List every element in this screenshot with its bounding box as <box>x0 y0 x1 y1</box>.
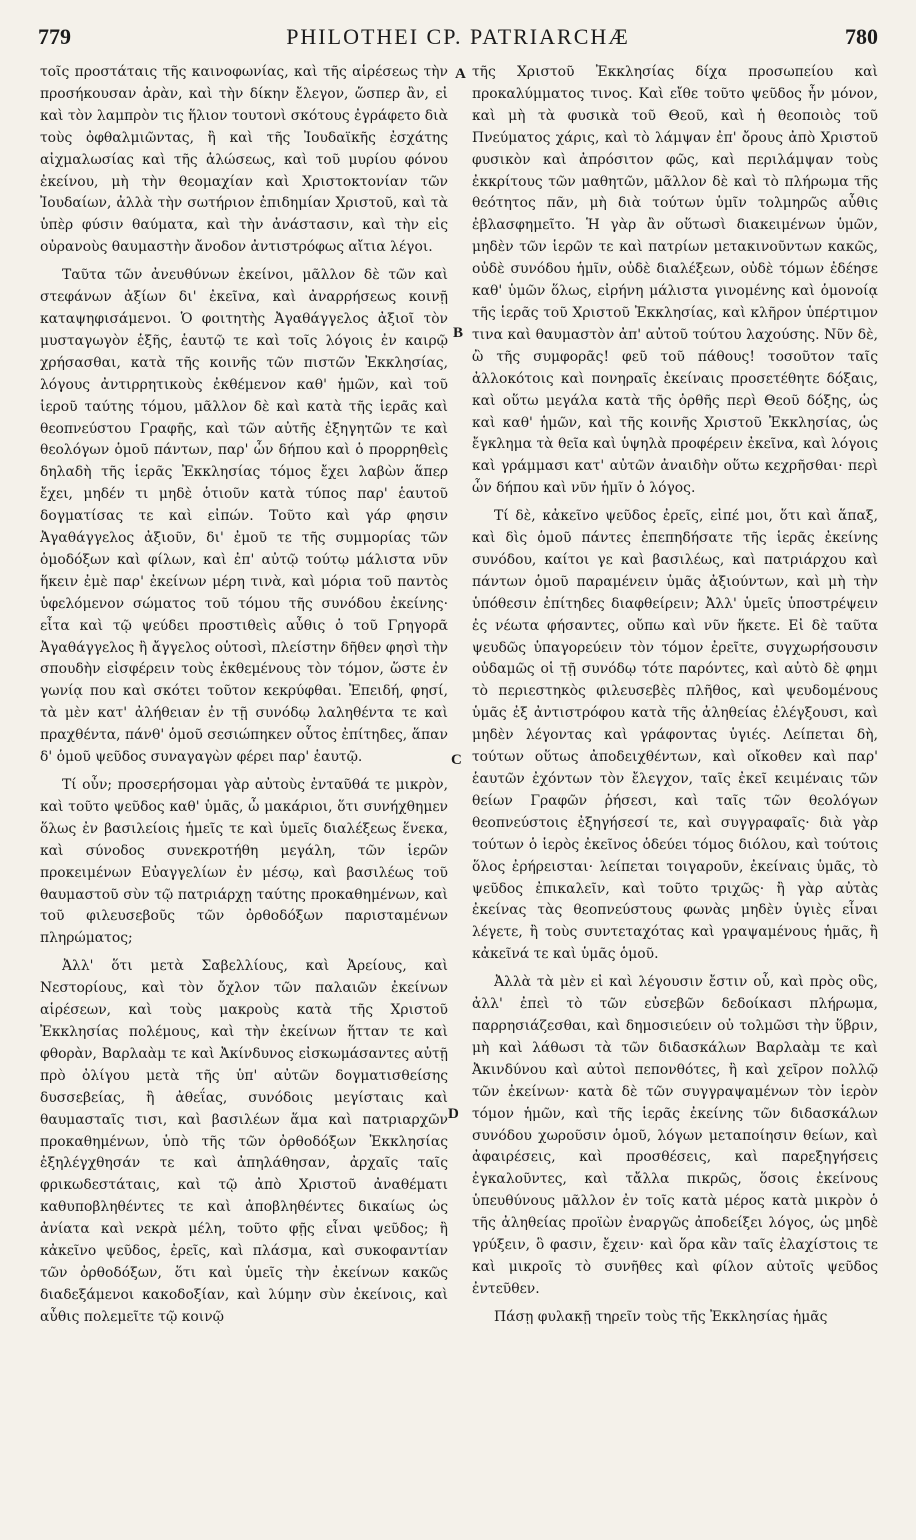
margin-letter-a: A <box>455 66 466 82</box>
margin-letter-d: D <box>448 1106 459 1122</box>
paragraph: Τί οὖν; προσερήσομαι γὰρ αὐτοὺς ἐνταῦθά τε μικρὸν, καὶ τοῦτο ψεῦδος καθ' ὑμᾶς, ὦ μακάριοι, ὅτι συνήχθημεν ὅλως ἐν βασιλείοις ἡμεῖς τε καὶ ὑμεῖς διαλέξεως ἕνεκα, καὶ σύνοδος συνεκροτήθη μεγάλη, τῶν ἱερῶν προκειμένων Εὐαγγελίων ἐν μέσῳ, καὶ βασιλέως τοῦ θαυμαστοῦ σὺν τῷ πατριάρχῃ ταύτης προκαθημένων, καὶ τοῦ φιλευσεβοῦς τῶν ὀρθοδόξων παρισταμένων πληρώματος; <box>40 777 448 947</box>
page-number-left: 779 <box>38 24 71 49</box>
margin-letter-c: C <box>451 752 462 768</box>
paragraph: Ταῦτα τῶν ἀνευθύνων ἐκείνοι, μᾶλλον δὲ τῶν καὶ στεφάνων ἀξίων δι' ἐκεῖνα, καὶ ἀναρρήσεως κοινῇ καταψηφισάμενοι. Ὁ φοιτητὴς Ἀγαθάγγελος ἀξιοῖ τὸν μυσταγωγὸν ἑξῆς, ἑαυτῷ τε καὶ τοῖς λόγοις ἐν καιρῷ χρήσασθαι, κατὰ τῆς κοινῆς τῶν πιστῶν Ἐκκλησίας, λόγους ἀντιρρητικοὺς ἐκθέμενον καθ' ἡμῶν, καὶ τοῦ ἱεροῦ ταύτης τόμου, μᾶλλον δὲ καὶ κατὰ τῆς ἱερᾶς καὶ θεοπνεύστου Γραφῆς, καὶ τῶν αὐτῆς ἐξηγητῶν τε καὶ θεολόγων ὁμοῦ πάντων, παρ' ὧν δήπου καὶ ὁ προρρηθεὶς δηλαδὴ τῆς ἱερᾶς Ἐκκλησίας τόμος ἔχει λαβὼν ἅπερ ἔχει, μηδέν τι μηδὲ ὁτιοῦν κατὰ τύπος παρ' ἑαυτοῦ δογματίσας τε καὶ εἰπών. Τοῦτο καὶ γάρ φησιν Ἀγαθάγγελος ἀξιοῦν, δι' ἐμοῦ τε τῆς συμμορίας τῶν ὁμοδόξων καὶ φίλων, καὶ ἐπ' αὐτῷ τούτῳ μάλιστα νῦν ἥκειν ἐμὲ παρ' ἐκείνων μέρη τινὰ, καὶ μόρια τοῦ παντὸς ὑφελόμενον σώματος τοῦ τόμου τῆς συνόδου ἐκείνης· εἶτα καὶ τῷ ψεύδει προστιθεὶς αὖθις ὁ τοῦ Γρηγορᾶ Ἀγαθάγγελος ἢ ἄγγελος οὑτοσὶ, πλείστην δῆθεν φησὶ τὴν σπουδὴν εἰσφέρειν τοὺς ἐκθεμένους τὸν τόμον, ὥστε ἐν γωνίᾳ που καὶ σκότει τοῦτον κεκρύφθαι. Ἐπειδή, φησί, τὰ μὲν κατ' ἀλήθειαν ἐν τῇ συνόδῳ λαληθέντα τε καὶ πραχθέντα, πάνθ' ὁμοῦ σεσιώπηκεν οὗτος ἐπίτηδες, ἅπαν δ' ὁμοῦ ψεῦδος συναγαγὼν φέρει παρ' ἑαυτῷ. <box>40 267 448 766</box>
running-header <box>30 20 886 52</box>
running-title: PHILOTHEI CP. PATRIARCHÆ <box>286 24 630 49</box>
page-number-right: 780 <box>845 24 878 49</box>
paragraph: Ἀλλὰ τὰ μὲν εἰ καὶ λέγουσιν ἔστιν οὗ, καὶ πρὸς οὓς, ἀλλ' ἐπεὶ τὸ τῶν εὐσεβῶν δεδοίκασι πλήρωμα, παρρησιάζεσθαι, καὶ δημοσιεύειν οὐ τολμῶσι τὴν ὕβριν, μὴ καὶ λάθωσι τὰ τῶν διδασκάλων Βαρλαὰμ τε καὶ Ἀκινδύνου καὶ αὐτοὶ πεπονθότες, ἢ καὶ χεῖρον πολλῷ τῶν ἐκείνων· κατὰ δὲ τῶν συγγραψαμένων τὸν ἱερὸν τόμον ἡμῶν, καὶ τῆς ἱερᾶς ἐκείνης τῶν διδασκάλων συνόδου χωροῦσιν ὁμοῦ, λόγων μεταποίησιν θείων, καὶ ἀφαιρέσεις, καὶ προσθέσεις, καὶ παρεξηγήσεις ἐγκαλοῦντες, καὶ τἄλλα πικρῶς, ὅσοις ἐκείνους ὑπευθύνους μᾶλλον ἐν τοῖς κατὰ μέρος κατὰ μικρὸν ὁ τῆς ἀληθείας προϊὼν ἐναργῶς ἀποδείξει λόγος, ὡς μηδὲ γρύξειν, ὃ φασιν, ἔχειν· καὶ ὅρα κἂν ταῖς ἐλαχίστοις τε καὶ μικροῖς τὸ συνῆθες καὶ φίλον αὐτοῖς ψεῦδος ἐντεῦθεν. <box>472 974 878 1297</box>
paragraph: Πάσῃ φυλακῇ τηρεῖν τοὺς τῆς Ἐκκλησίας ἡμᾶς <box>494 1308 828 1325</box>
paragraph: τῆς Χριστοῦ Ἐκκλησίας δίχα προσωπείου καὶ προκαλύμματος τινος. Καὶ εἴθε τοῦτο ψεῦδος ἦν μόνον, καὶ μὴ τὰ φυσικὰ τοῦ Θεοῦ, καὶ ἡ θεοποιὸς τοῦ Πνεύματος χάρις, καὶ τὸ λάμψαν ἐπ' ὄρους ἀπὸ Χριστοῦ φυσικὸν καὶ ἀπρόσιτον φῶς, καὶ περιλάμψαν τοὺς ἐκκρίτους τῶν μαθητῶν, μᾶλλον δὲ καὶ τὸ πλήρωμα τῆς θεότητος πᾶν, μὴ διὰ τούτων ὑμῖν τολμηρῶς αὖθις ἐβλασφημεῖτο. Ἡ γὰρ ἂν οὕτωσὶ διακειμένων ὑμῶν, μηδὲν τῶν ἱερῶν τε καὶ πατρίων μετακινοῦντων κακῶς, οὐδὲ συνόδου ἡμῖν, οὐδὲ διαλέξεων, οὐδὲ τόμων ἐδέησε καθ' ὑμῶν ὅλως, εἰρήνη μάλιστα γινομένης καὶ ὁμονοίᾳ τῆς ἱερᾶς τοῦ Χριστοῦ Ἐκκλησίας, καὶ κλῆρον ὑπέρτιμον τινα καὶ θαυμαστὸν ἀπ' αὐτοῦ τούτου λαχούσης. Νῦν δὲ, ὢ τῆς συμφορᾶς! φεῦ τοῦ πάθους! τοσοῦτον ταῖς ἀλλοκότοις καὶ πονηραῖς ἐκείναις προσετέθητε δόξαις, καὶ οὕτω μεγάλα κατὰ τῆς ὀρθῆς περὶ Θεοῦ δόξης, ὡς καὶ καθ' ἡμῶν, καὶ τῆς κοινῆς Χριστοῦ Ἐκκλησίας, ὡς ἔγκλημα τὰ θεῖα καὶ ὑψηλὰ προφέρειν ἐκεῖνα, καὶ λόγοις καὶ γράμμασι κατ' αὐτῶν ἀναιδὴν οὕτω κεχρῆσθαι· περὶ ὧν δήπου καὶ νῦν ἡμῖν ὁ λόγος. <box>472 64 878 497</box>
paragraph: Ἀλλ' ὅτι μετὰ Σαβελλίους, καὶ Ἀρείους, καὶ Νεστορίους, καὶ τὸν ὄχλον τῶν παλαιῶν ἐκείνων αἱρέσεων, καὶ τοὺς μακροὺς κατὰ τῆς Χριστοῦ Ἐκκλησίας πολέμους, καὶ τὴν ἐκείνων ἥτταν τε καὶ φθορὰν, Βαρλαὰμ τε καὶ Ἀκίνδυνος εἰσκωμάσαντες αὐτῇ πρὸ ὀλίγου μετὰ τῆς ὑπ' αὐτῶν δογματισθείσης δυσσεβείας, ἢ ἀθεΐας, συνόδοις μεγίσταις καὶ θαυμασταῖς τισι, καὶ βασιλέων ἅμα καὶ πατριαρχῶν προκαθημένων, ὑπὸ τῆς τῶν ὀρθοδόξων Ἐκκλησίας ἐξηλέγχθησάν τε καὶ ἀπηλάθησαν, ἀρχαῖς ταῖς φρικωδεστάταις, καὶ τῷ ἀπὸ Χριστοῦ ἀναθέματι καθυποβληθέντες τε καὶ ἀποβληθέντες δικαίως ὡς ἀνίατα καὶ νεκρὰ μέλη, τοῦτο φῇς εἶναι ψεῦδος; ἢ κἀκεῖνο ψεῦδος, ἐρεῖς, καὶ πλάσμα, καὶ συκοφαντίαν τῶν ὀρθοδόξων, ὅτι καὶ ὑμεῖς τὴν ἐκείνων κακῶς διαδεξάμενοι κακοδοξίαν, καὶ λύμην σὺν ἐκείνοις, καὶ αὖθις πολεμεῖτε τῷ κοινῷ <box>40 958 448 1325</box>
margin-letter-b: B <box>453 325 464 341</box>
paragraph: τοῖς προστάταις τῆς καινοφωνίας, καὶ τῆς αἱρέσεως τὴν προσήκουσαν ἀρὰν, καὶ τὴν δίκην ἔλεγον, ὥσπερ ἂν, εἰ καὶ τὸν λαμπρὸν τις ἥλιον τουτονὶ σκότους ἐγράφετο διὰ τοὺς ὀφθαλμιῶντας, ἢ καὶ τῆς Ἰουδαϊκῆς ἐσχάτης αἰχμαλωσίας καὶ τῆς ἁλώσεως, καὶ τοῦ μυρίου φόνου ἐκείνου, μὴ τὴν θεομαχίαν καὶ Χριστοκτονίαν τῶν Ἰουδαίων, ἀλλὰ τὴν σωτήριον ἐπιδημίαν Χριστοῦ, καὶ τὰ ὑπὲρ φύσιν θαύματα, καὶ τὴν ἀνάστασιν, καὶ τὴν εἰς οὐρανοὺς θαυμαστὴν ἄνοδον ἀντιστρόφως αἴτια λέγοι. <box>40 64 448 256</box>
left-column <box>40 62 448 1335</box>
right-column <box>472 62 878 1335</box>
paragraph: Τί δὲ, κἀκεῖνο ψεῦδος ἐρεῖς, εἰπέ μοι, ὅτι καὶ ἅπαξ, καὶ δὶς ὁμοῦ πάντες ἐπεπηδήσατε τῆς ἱερᾶς ἐκείνης συνόδου, καίτοι γε καὶ βασιλέως, καὶ πατριάρχου καὶ πάντων ὁμοῦ παραμένειν ὑμᾶς ἀξιούντων, καὶ μὴ τὴν ὑπόθεσιν ἐπίτηδες διαφθείρειν; Ἀλλ' ὑμεῖς ὑποστρέψειν ἐς νέωτα φήσαντες, οὔπω καὶ νῦν ἥκετε. Εἰ δὲ ταῦτα ψευδῶς ὑπαγορεύειν τὸν τόμον ἐρεῖτε, συγχωρήσουσιν οὐδαμῶς οἱ τῇ συνόδῳ τότε παρόντες, καὶ αὐτὸ δὲ φημι τὸ περιεστηκὸς φιλευσεβὲς πλῆθος, καὶ ψευδομένους ὑμᾶς ἐξ ἀντιστρόφου κατὰ τῆς ἀληθείας ἐλέγξουσι, καὶ μηδὲν λέγοντας καὶ γράφοντας ὑγιές. Λείπεται δὴ, τούτων οὕτως ἀποδειχθέντων, καὶ οἴκοθεν καὶ παρ' ἑαυτῶν ἐχόντων τὸν ἔλεγχον, ταῖς ἐκεῖ κειμέναις τῶν θείων Γραφῶν ῥήσεσι, καὶ ταῖς τῶν θεολόγων θεοπνεύστοις ἐξηγήσεσί τε, καὶ συγγραφαῖς· διὰ γὰρ τούτων ὁ ἱερὸς ἐκεῖνος ὁδεύει τόμος διόλου, καὶ τούτοις ὅλος ἐρήρεισται· λείπεται τοιγαροῦν, ἐκείναις ὑμᾶς, τὸ ψεῦδος ἐπικαλεῖν, καὶ τοῦτο τριχῶς· ἢ γὰρ αὐτὰς ἐκείνας τὰς θεοπνεύστους φωνὰς μηδὲν ὑγιὲς εἶναι λέγετε, ἢ τοὺς συντεταχότας καὶ γραψαμένους ἡμᾶς, ἢ κἀκεῖνά τε καὶ ὑμᾶς ὁμοῦ. <box>472 508 878 963</box>
